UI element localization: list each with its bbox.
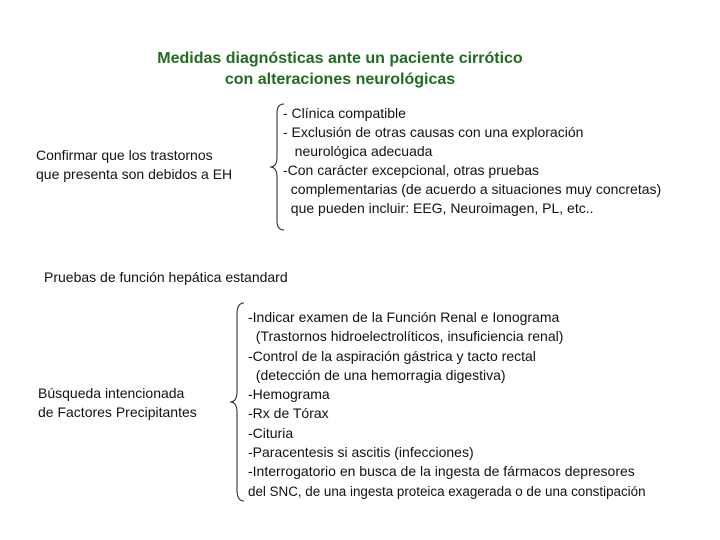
list-item: - Clínica compatible [283,105,406,121]
list-item: -Con carácter excepcional, otras pruebas [283,162,540,178]
precipitants-label-line: de Factores Precipitantes [38,404,197,420]
confirm-criteria-list [283,104,661,218]
list-item: complementarias (de acuerdo a situaciones muy concretas) [283,181,662,197]
confirm-label-line: Confirmar que los trastornos [36,147,213,163]
list-item: - Exclusión de otras causas con una exploración [283,124,584,140]
confirm-label [36,146,232,184]
list-item: -Hemograma [248,386,330,403]
list-item: -Indicar examen de la Función Renal e Ionograma [248,309,560,325]
title-line-2: con alteraciones neurológicas [224,71,456,88]
precipitants-label-line: Búsqueda intencionada [38,385,185,401]
list-item: neurológica adecuada [283,143,433,159]
list-item: del SNC, de una ingesta proteica exagerada o de una constipación [248,483,646,499]
list-item: -Interrogatorio en busca de la ingesta de fármacos depresores [248,463,635,480]
precipitants-list [248,308,646,501]
list-item: (detección de una hemorragia digestiva) [248,366,506,383]
confirm-label-line: que presenta son debidos a EH [36,166,233,182]
slide-title [60,48,620,90]
left-brace-icon [228,302,246,502]
list-item: -Control de la aspiración gástrica y tacto rectal [248,347,536,364]
list-item: -Rx de Tórax [248,405,329,422]
list-item: (Trastornos hidroelectrolíticos, insuficiencia renal) [248,328,564,345]
list-item: -Paracentesis si ascitis (infecciones) [248,444,474,461]
liver-tests-heading: Pruebas de función hepática estandard [44,269,288,285]
list-item: -Cituria [248,424,294,441]
list-item: que pueden incluir: EEG, Neuroimagen, PL, etc.. [283,200,594,216]
precipitants-label [38,384,197,422]
title-line-1: Medidas diagnósticas ante un paciente cirrótico [157,50,523,67]
